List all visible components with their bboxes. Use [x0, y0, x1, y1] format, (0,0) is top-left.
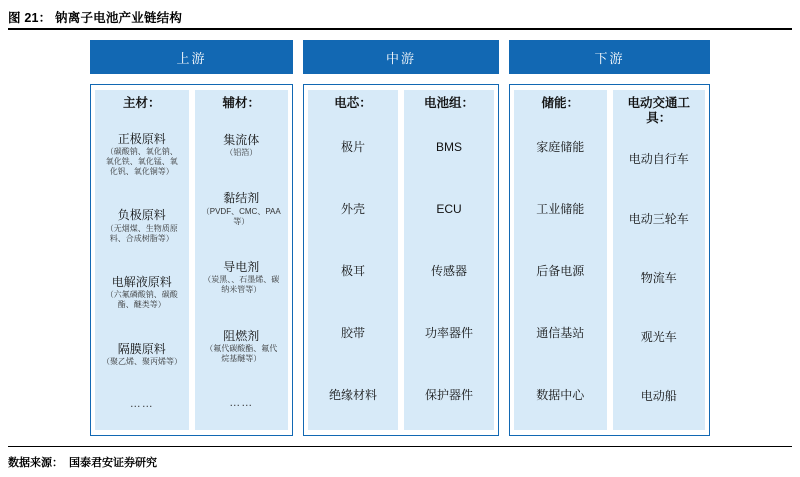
item-detail: （铝箔）	[225, 148, 258, 158]
source-divider	[8, 446, 792, 447]
list-item	[98, 398, 186, 410]
segment-box-downstream	[509, 84, 710, 436]
item-label: 外壳	[340, 201, 365, 216]
list-item	[517, 388, 604, 402]
source-label: 数据来源：	[8, 457, 63, 469]
column-midstream-cell	[308, 90, 398, 430]
list-item	[616, 212, 703, 226]
item-label: 保护器件	[424, 387, 473, 402]
column-upstream-auxiliary-materials	[195, 90, 289, 430]
item-label: 电动船	[640, 389, 677, 404]
item-label: 绝缘材料	[328, 387, 377, 402]
list-item	[311, 264, 395, 278]
item-label: 黏结剂	[223, 191, 260, 206]
column-title: 辅材：	[222, 96, 260, 110]
column-title: 电动交通工具：	[627, 96, 690, 125]
column-title: 储能：	[541, 96, 579, 110]
item-label: 工业储能	[536, 201, 585, 216]
list-item	[407, 202, 491, 216]
segment-box-midstream	[303, 84, 499, 436]
segment-header-downstream-label: 下游	[594, 50, 625, 66]
item-label: 物流车	[640, 270, 677, 285]
list-item	[311, 326, 395, 340]
item-label: 电动三轮车	[628, 211, 689, 226]
list-item	[198, 397, 286, 409]
item-label: ……	[129, 398, 154, 411]
list-item	[616, 152, 703, 166]
item-label: 正极原料	[117, 131, 166, 146]
column-upstream-main-materials	[95, 90, 189, 430]
list-item	[517, 202, 604, 216]
list-item	[311, 388, 395, 402]
item-label: 通信基站	[536, 325, 585, 340]
list-item	[407, 264, 491, 278]
list-item	[407, 388, 491, 402]
item-label: 电解液原料	[111, 274, 172, 289]
column-downstream-energy-storage	[514, 90, 607, 430]
column-items	[311, 116, 395, 426]
column-items	[616, 130, 703, 426]
item-label: 阻燃剂	[223, 328, 260, 343]
item-label: 功率器件	[424, 325, 473, 340]
item-detail: （PVDF、CMC、PAA等）	[201, 206, 281, 226]
item-label: ECU	[436, 201, 462, 216]
list-item	[198, 260, 286, 295]
item-label: 极耳	[340, 263, 365, 278]
list-item	[311, 202, 395, 216]
item-label: 数据中心	[536, 387, 585, 402]
item-detail: （无烟煤、生物质原料、合成树脂等）	[105, 223, 178, 243]
list-item	[407, 326, 491, 340]
segment-header-downstream	[509, 40, 710, 74]
item-label: 胶带	[340, 325, 365, 340]
supply-chain-diagram	[90, 40, 710, 436]
list-item	[616, 271, 703, 285]
item-detail: （聚乙烯、聚丙烯等）	[102, 357, 182, 367]
source-value: 国泰君安证券研究	[69, 457, 157, 469]
list-item	[616, 330, 703, 344]
column-title: 电池组：	[423, 96, 474, 110]
item-detail: （氟代碳酸酯、氟代烷基醚等）	[205, 344, 278, 364]
segment-header-row	[90, 40, 710, 74]
segment-body-row	[90, 84, 710, 436]
item-label: 电动自行车	[628, 152, 689, 167]
column-items	[198, 116, 286, 426]
list-item	[198, 191, 286, 226]
list-item	[517, 140, 604, 154]
segment-header-upstream-label: 上游	[176, 50, 207, 66]
item-detail: （六氟磷酸钠、碳酸酯、醚类等）	[105, 290, 178, 310]
column-downstream-electric-vehicles	[613, 90, 706, 430]
item-label: 观光车	[640, 329, 677, 344]
item-label: 集流体	[223, 132, 260, 147]
list-item	[407, 140, 491, 154]
item-label: ……	[229, 397, 254, 410]
source-note	[8, 452, 792, 472]
list-item	[198, 133, 286, 158]
title-divider	[8, 28, 792, 30]
column-items	[517, 116, 604, 426]
figure-title-text: 图 21： 钠离子电池产业链结构	[8, 11, 183, 25]
list-item	[517, 326, 604, 340]
item-label: 家庭储能	[536, 139, 585, 154]
list-item	[198, 329, 286, 364]
segment-header-midstream-label: 中游	[385, 50, 416, 66]
item-label: 极片	[340, 139, 365, 154]
figure-title	[8, 6, 792, 28]
list-item	[98, 132, 186, 177]
list-item	[98, 342, 186, 367]
item-label: 负极原料	[117, 208, 166, 223]
list-item	[311, 140, 395, 154]
item-label: 导电剂	[223, 259, 260, 274]
segment-header-midstream	[303, 40, 499, 74]
segment-box-upstream	[90, 84, 293, 436]
list-item	[616, 389, 703, 403]
list-item	[98, 275, 186, 310]
item-detail: （炭黑、、石墨烯、碳纳米管等）	[203, 275, 280, 295]
column-items	[98, 116, 186, 426]
list-item	[517, 264, 604, 278]
column-title: 电芯：	[334, 96, 372, 110]
item-detail: （碳酸钠、氧化钠、氧化铁、氧化锰、氧化钒、氧化铜等）	[105, 147, 178, 177]
item-label: 隔膜原料	[117, 341, 166, 356]
column-title: 主材：	[122, 96, 161, 110]
segment-header-upstream	[90, 40, 293, 74]
item-label: 后备电源	[536, 263, 585, 278]
column-items	[407, 116, 491, 426]
item-label: BMS	[435, 139, 462, 154]
item-label: 传感器	[430, 263, 467, 278]
column-midstream-battery-pack	[404, 90, 494, 430]
list-item	[98, 208, 186, 243]
